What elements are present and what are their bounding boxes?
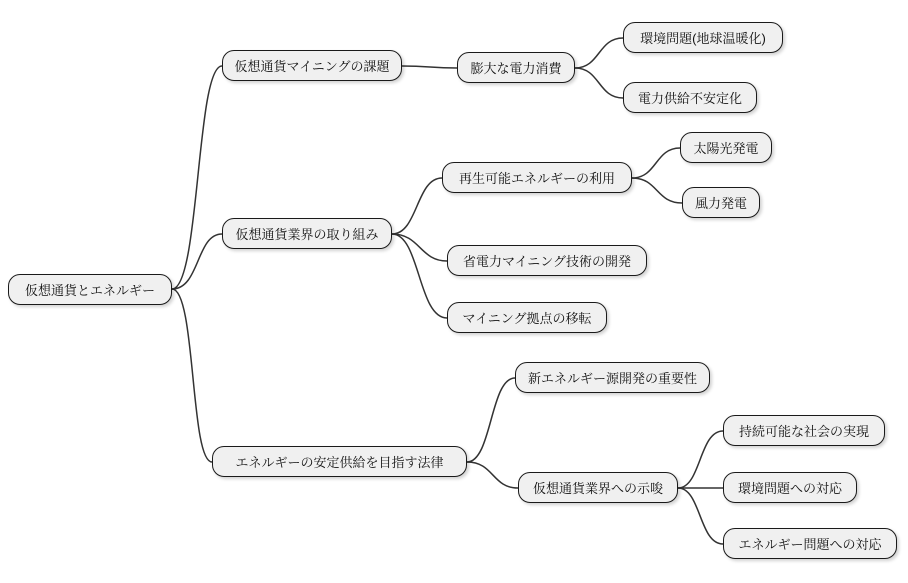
node-low-power-mining-tech: 省電力マイニング技術の開発 — [447, 245, 647, 276]
edge-root-to-mining-challenges — [172, 66, 222, 289]
edge-industry-efforts-to-low-power-mining — [392, 234, 447, 261]
edge-root-to-industry-efforts — [172, 234, 222, 289]
node-industry-implications: 仮想通貨業界への示唆 — [518, 472, 678, 503]
edge-power-consumption-to-power-supply-instability — [575, 68, 623, 98]
node-sustainable-society: 持続可能な社会の実現 — [723, 415, 885, 446]
node-renewable-energy-use: 再生可能エネルギーの利用 — [442, 162, 632, 193]
edge-renewable-energy-to-wind-power — [632, 178, 682, 203]
edge-mining-challenges-to-power-consumption — [402, 66, 457, 68]
edge-root-to-energy-supply-law — [172, 289, 212, 462]
node-energy-supply-law: エネルギーの安定供給を目指す法律 — [212, 446, 467, 477]
node-solar-power: 太陽光発電 — [680, 132, 772, 163]
edge-energy-supply-law-to-new-energy-development — [467, 378, 515, 462]
edge-industry-implications-to-energy-response — [678, 488, 723, 544]
node-wind-power: 風力発電 — [682, 187, 760, 218]
node-environmental-response: 環境問題への対応 — [723, 472, 857, 503]
edge-energy-supply-law-to-industry-implications — [467, 462, 518, 488]
edge-industry-implications-to-sustainable-society — [678, 431, 723, 488]
edge-industry-efforts-to-renewable-energy — [392, 178, 442, 234]
node-mining-relocation: マイニング拠点の移転 — [447, 302, 607, 333]
node-environmental-issues: 環境問題(地球温暖化) — [623, 22, 783, 53]
node-energy-response: エネルギー問題への対応 — [723, 528, 897, 559]
node-power-consumption: 膨大な電力消費 — [457, 52, 575, 83]
node-new-energy-development: 新エネルギー源開発の重要性 — [515, 362, 710, 393]
node-mining-challenges: 仮想通貨マイニングの課題 — [222, 50, 402, 81]
node-industry-efforts: 仮想通貨業界の取り組み — [222, 218, 392, 249]
edge-renewable-energy-to-solar-power — [632, 148, 680, 178]
edge-power-consumption-to-environmental-issues — [575, 38, 623, 68]
node-power-supply-instability: 電力供給不安定化 — [623, 82, 757, 113]
node-root: 仮想通貨とエネルギー — [8, 274, 172, 305]
